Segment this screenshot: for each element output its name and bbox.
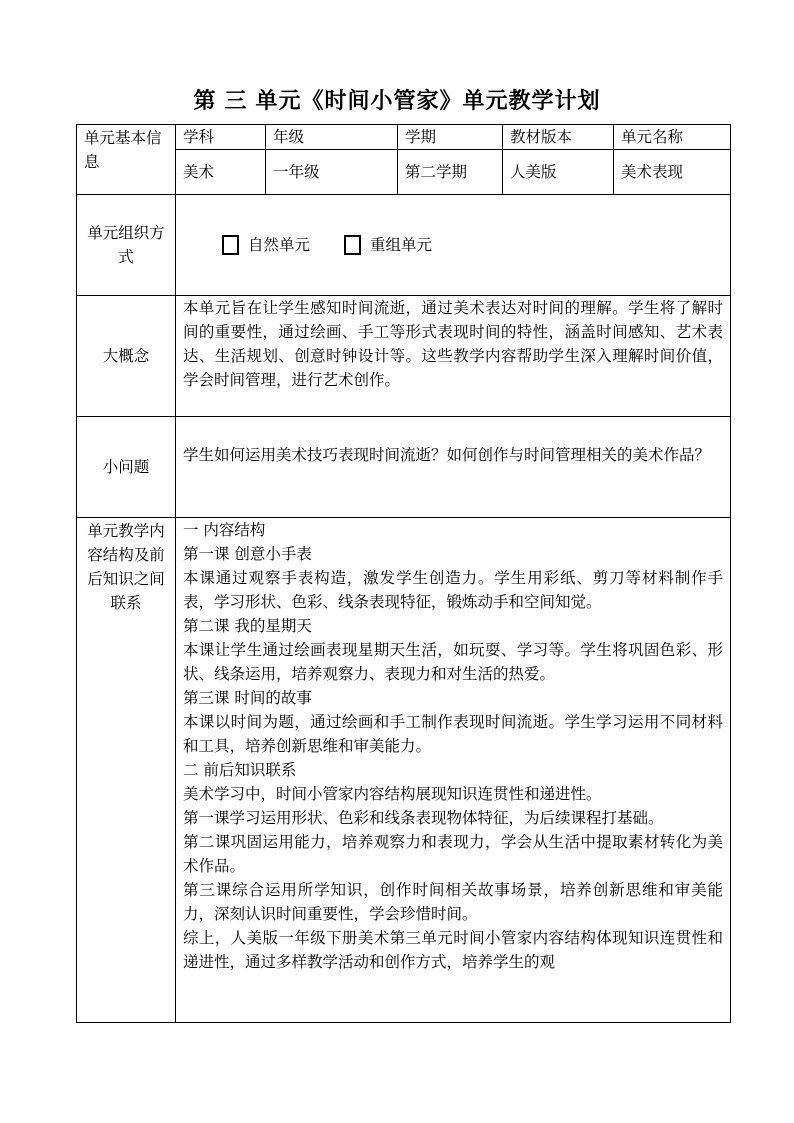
option-regrouped-unit[interactable] [344, 233, 432, 257]
content-line: 二 前后知识联系 [183, 761, 297, 779]
content-line: 综上，人美版一年级下册美术第三单元时间小管家内容结构体现知识连贯性和递进性，通过多样教学活动和创作方式，培养学生的观 [183, 929, 723, 971]
content-line: 一 内容结构 [183, 521, 266, 539]
value-semester: 第二学期 [398, 150, 503, 195]
header-grade: 年级 [266, 125, 398, 150]
big-concept-row [77, 296, 731, 417]
content-line: 第一课学习运用形状、色彩和线条表现物体特征，为后续课程打基础。 [183, 809, 664, 827]
organization-label: 单元组织方式 [77, 195, 176, 296]
header-textbook: 教材版本 [503, 125, 614, 150]
header-subject: 学科 [176, 125, 266, 150]
header-semester: 学期 [398, 125, 503, 150]
header-unit-name: 单元名称 [614, 125, 731, 150]
content-line: 第二课巩固运用能力，培养观察力和表现力，学会从生活中提取素材转化为美术作品。 [183, 833, 723, 875]
organization-options [176, 195, 731, 296]
small-question-row [77, 417, 731, 518]
checkbox-natural-unit[interactable] [222, 235, 239, 255]
basic-info-value-row [77, 150, 731, 195]
value-unit-name: 美术表现 [614, 150, 731, 195]
small-question-label: 小问题 [77, 417, 176, 518]
content-line: 美术学习中，时间小管家内容结构展现知识连贯性和递进性。 [183, 785, 602, 803]
unit-plan-table [76, 124, 731, 1023]
title-prefix: 第 [193, 89, 217, 114]
organization-row [77, 195, 731, 296]
value-grade: 一年级 [266, 150, 398, 195]
option-regrouped-unit-label: 重组单元 [370, 236, 433, 254]
basic-info-label: 单元基本信息 [77, 125, 176, 195]
content-line: 本课让学生通过绘画表现星期天生活，如玩耍、学习等。学生将巩固色彩、形状、线条运用，培养观察力、表现力和对生活的热爱。 [183, 641, 723, 683]
value-textbook: 人美版 [503, 150, 614, 195]
big-concept-text: 本单元旨在让学生感知时间流逝，通过美术表达对时间的理解。学生将了解时间的重要性，通过绘画、手工等形式表现时间的特性，涵盖时间感知、艺术表达、生活规划、创意时钟设计等。这些教学内容帮助学生深入理解时间价值，学会时间管理，进行艺术创作。 [176, 296, 731, 417]
content-line: 本课通过观察手表构造，激发学生创造力。学生用彩纸、剪刀等材料制作手表，学习形状、色彩、线条表现特征，锻炼动手和空间知觉。 [183, 569, 723, 611]
content-text [176, 518, 731, 1023]
content-line: 第三课 时间的故事 [183, 689, 312, 707]
option-natural-unit[interactable] [222, 233, 310, 257]
basic-info-header-row [77, 125, 731, 150]
content-line: 第一课 创意小手表 [183, 545, 312, 563]
page-title [0, 84, 794, 115]
title-unit-number: 三 [224, 89, 248, 114]
content-row [77, 518, 731, 1023]
title-suffix: 单元《时间小管家》单元教学计划 [255, 89, 601, 114]
content-label: 单元教学内容结构及前后知识之间联系 [77, 518, 176, 1023]
small-question-text: 学生如何运用美术技巧表现时间流逝？如何创作与时间管理相关的美术作品？ [176, 417, 731, 518]
big-concept-label: 大概念 [77, 296, 176, 417]
value-subject: 美术 [176, 150, 266, 195]
content-line: 第三课综合运用所学知识，创作时间相关故事场景，培养创新思维和审美能力，深刻认识时间重要性，学会珍惜时间。 [183, 881, 723, 923]
content-line: 第二课 我的星期天 [183, 617, 312, 635]
checkbox-regrouped-unit[interactable] [344, 235, 361, 255]
option-natural-unit-label: 自然单元 [248, 236, 311, 254]
content-line: 本课以时间为题，通过绘画和手工制作表现时间流逝。学生学习运用不同材料和工具，培养创新思维和审美能力。 [183, 713, 723, 755]
